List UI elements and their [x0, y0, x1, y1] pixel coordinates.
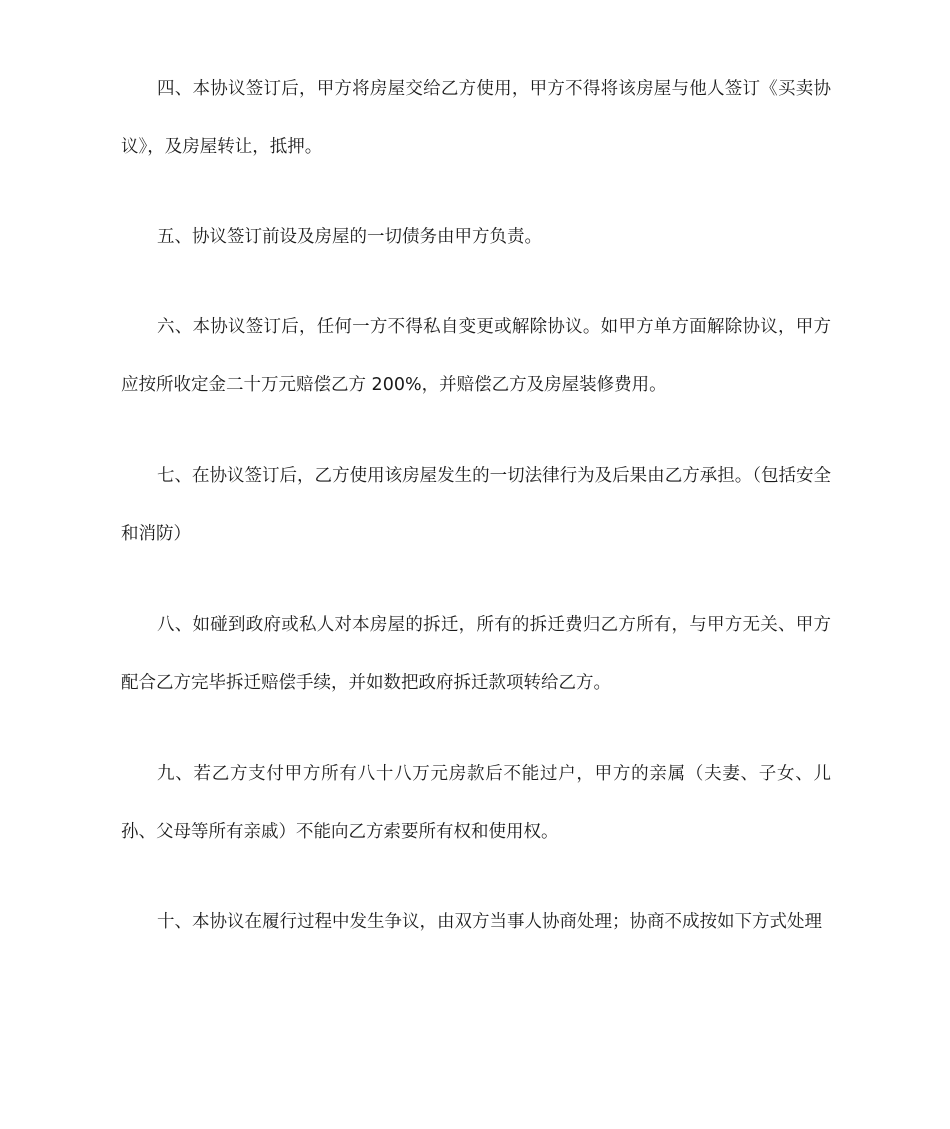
clause-nine: 九、若乙方支付甲方所有八十八万元房款后不能过户，甲方的亲属（夫妻、子女、儿孙、父母等所有亲戚）不能向乙方索要所有权和使用权。: [121, 764, 831, 842]
clause-four: 四、本协议签订后，甲方将房屋交给乙方使用，甲方不得将该房屋与他人签订《买卖协议》，及房屋转让，抵押。: [121, 79, 831, 157]
clause-five: 五、协议签订前设及房屋的一切债务由甲方负责。: [157, 227, 542, 247]
clause-ten: 十、本协议在履行过程中发生争议，由双方当事人协商处理；协商不成按如下方式处理: [157, 912, 822, 932]
clause-six: 六、本协议签订后，任何一方不得私自变更或解除协议。如甲方单方面解除协议，甲方应按所收定金二十万元赔偿乙方 200%，并赔偿乙方及房屋装修费用。: [121, 317, 831, 395]
clause-seven: 七、在协议签订后，乙方使用该房屋发生的一切法律行为及后果由乙方承担。（包括安全和消防）: [121, 466, 831, 544]
clause-eight: 八、如碰到政府或私人对本房屋的拆迁，所有的拆迁费归乙方所有，与甲方无关、甲方配合乙方完毕拆迁赔偿手续，并如数把政府拆迁款项转给乙方。: [121, 615, 831, 693]
